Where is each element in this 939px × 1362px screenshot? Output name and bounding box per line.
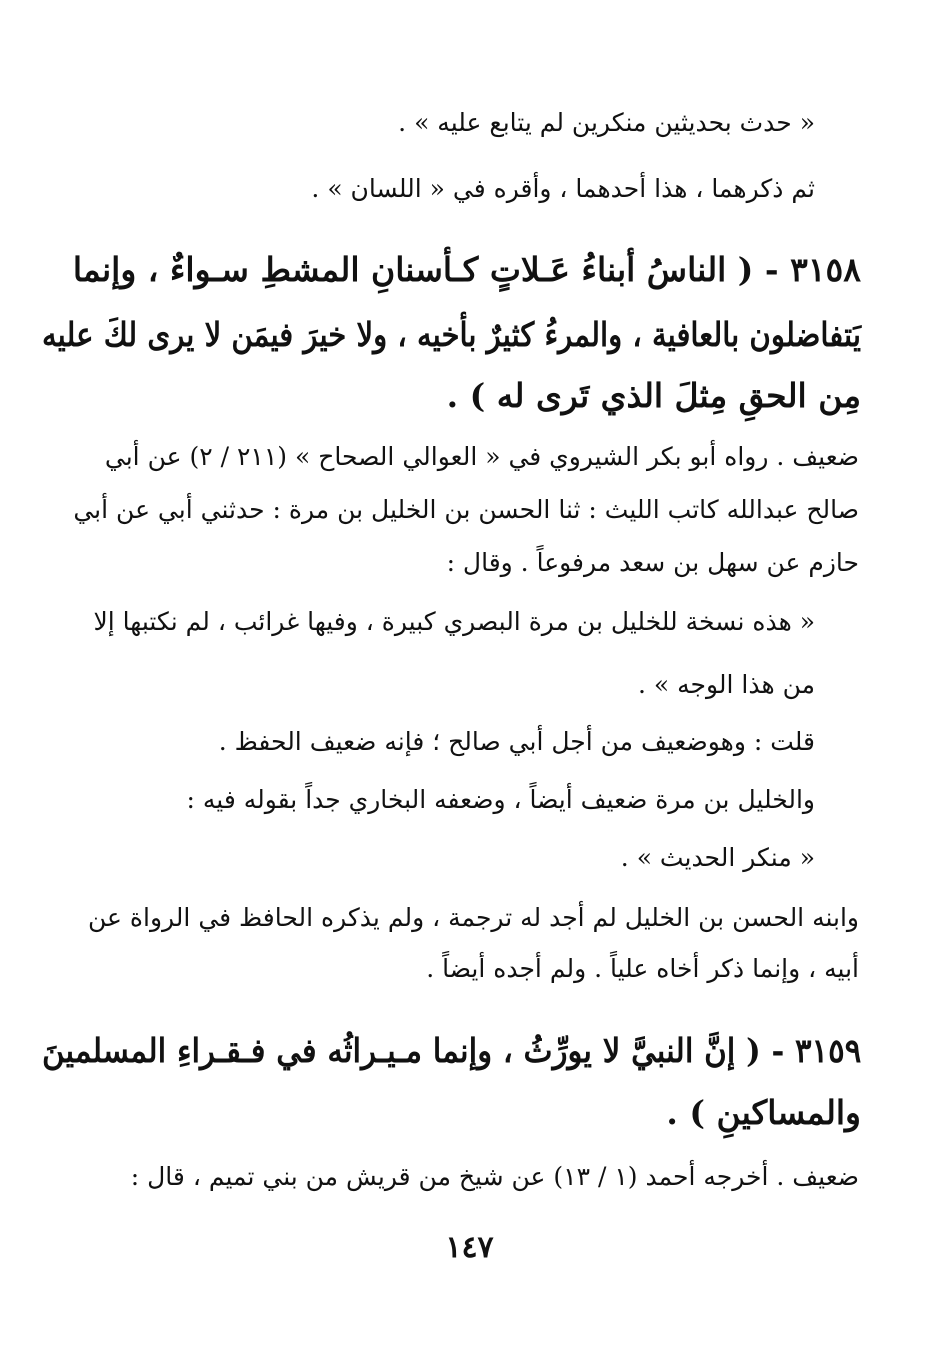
hadith-3158-line: مِن الحقِ مِثلَ الذي تَرى له ) . [446,376,861,415]
hadith-3159-line: ٣١٥٩ - ( إنَّ النبيَّ لا يورِّثُ ، وإنما مـيـراثُه في فـقـراءِ المسلمينَ [41,1031,861,1070]
text-line: أبيه ، وإنما ذكر أخاه علياً . ولم أجده أيضاً . [426,954,859,983]
text-line: حازم عن سهل بن سعد مرفوعاً . وقال : [446,548,859,577]
page-number: ١٤٧ [445,1230,494,1265]
text-line: وابنه الحسن بن الخليل لم أجد له ترجمة ، ولم يذكره الحافظ في الرواة عن [88,903,859,932]
quote-line: « هذه نسخة للخليل بن مرة البصري كبيرة ، وفيها غرائب ، لم نكتبها إلا [93,607,815,636]
hadith-3159-line: والمساكينِ ) . [666,1093,861,1132]
text-line: قلت : وهوضعيف من أجل أبي صالح ؛ فإنه ضعيف الحفظ . [218,727,815,756]
hadith-3158-line: يَتفاضلون بالعافية ، والمرءُ كثيرٌ بأخيه ، ولا خيرَ فيمَن لا يرى لكَ عليه [42,315,861,354]
text-line: ضعيف . رواه أبو بكر الشيروي في « العوالي الصحاح » (٢١١ / ٢) عن أبي [104,442,859,471]
text-line: صالح عبدالله كاتب الليث : ثنا الحسن بن الخليل بن مرة : حدثني أبي عن أبي [73,495,859,524]
quote-line: « حدث بحديثين منكرين لم يتابع عليه » . [398,108,815,137]
text-line: والخليل بن مرة ضعيف أيضاً ، وضعفه البخاري جداً بقوله فيه : [186,785,815,814]
text-line: ضعيف . أخرجه أحمد (١ / ١٣) عن شيخ من قريش من بني تميم ، قال : [130,1162,859,1191]
quote-line: « منكر الحديث » . [620,843,815,872]
hadith-3158-line: ٣١٥٨ - ( الناسُ أبناءُ عَـلاتٍ كـأسنانِ المشطِ سـواءٌ ، وإنما [72,250,861,289]
text-line: ثم ذكرهما ، هذا أحدهما ، وأقره في « اللسان » . [311,174,815,203]
quote-line: من هذا الوجه » . [637,670,815,699]
